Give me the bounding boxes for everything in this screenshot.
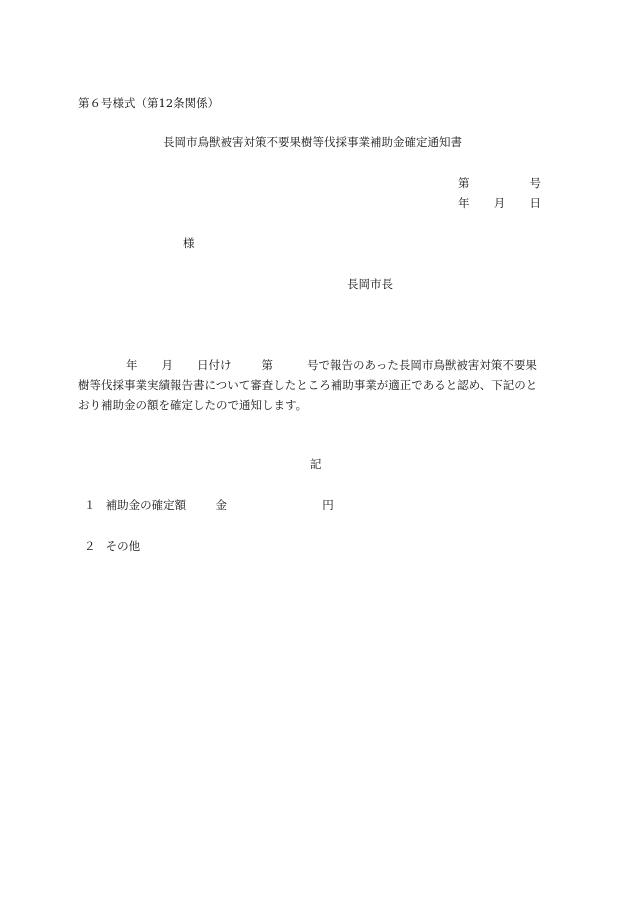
date-day: 日	[529, 196, 541, 210]
item-1-label: 補助金の確定額	[105, 498, 187, 512]
body-month: 月	[161, 358, 173, 372]
form-number-label: 第６号様式（第12条関係）	[78, 96, 220, 110]
body-dated: 日付け	[197, 358, 232, 372]
date-month: 月	[493, 196, 506, 210]
number-prefix: 第	[458, 176, 470, 190]
ki-heading: 記	[310, 457, 322, 471]
body-line-2: 樹等伐採事業実績報告書について審査したところ補助事業が適正であると認め、下記のと	[78, 378, 538, 392]
number-suffix: 号	[529, 176, 541, 190]
body-line-1-rest: 号で報告のあった長岡市鳥獣被害対策不要果	[307, 358, 537, 372]
notice-body	[78, 355, 552, 415]
issuer-name: 長岡市長	[347, 277, 393, 291]
amount-suffix: 円	[322, 498, 334, 512]
recipient-honorific: 様	[183, 236, 195, 250]
item-2-label: その他	[105, 539, 141, 553]
item-confirmed-amount	[84, 500, 334, 512]
document-date-line	[458, 198, 541, 210]
body-line-3: おり補助金の額を確定したので通知します。	[78, 398, 308, 412]
document-title: 長岡市鳥獣被害対策不要果樹等伐採事業補助金確定通知書	[163, 135, 462, 149]
date-year: 年	[458, 196, 470, 210]
item-2-number: ２	[84, 539, 96, 553]
item-other	[84, 541, 140, 553]
body-year: 年	[126, 358, 138, 372]
body-line-1	[78, 355, 552, 375]
item-1-number: １	[84, 498, 96, 512]
amount-prefix: 金	[215, 498, 227, 512]
document-number-line	[458, 178, 541, 190]
body-number-prefix: 第	[261, 358, 273, 372]
